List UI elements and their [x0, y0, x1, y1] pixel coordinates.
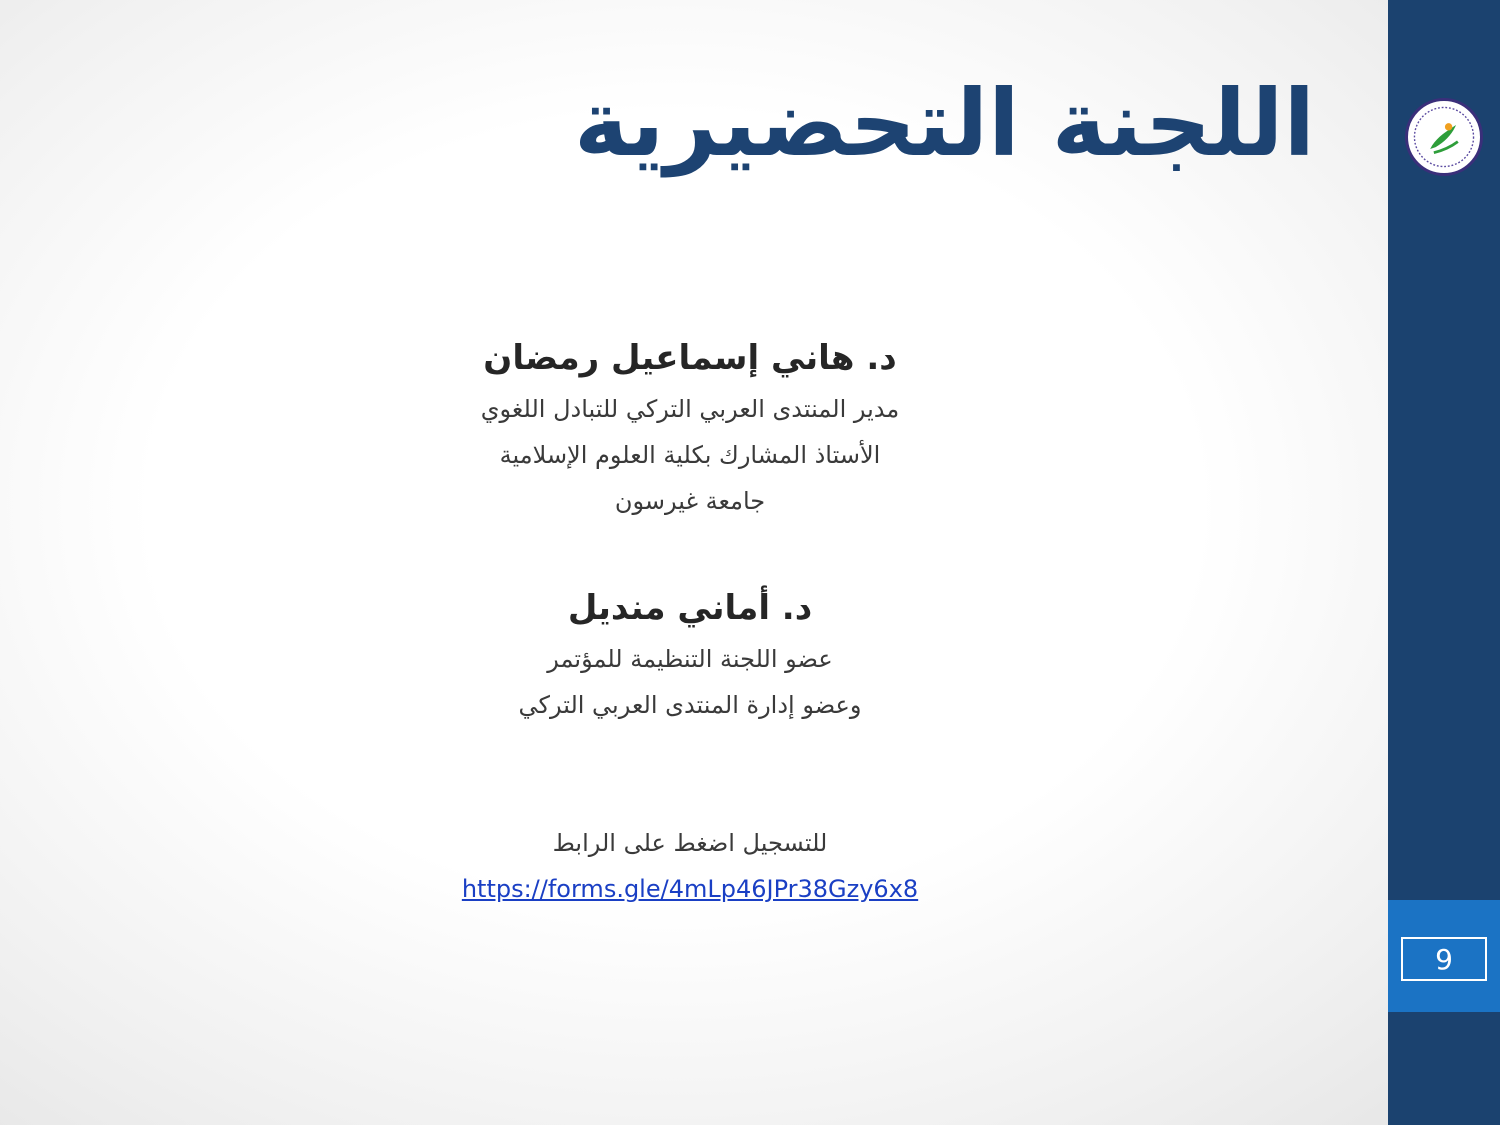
forum-logo-icon	[1405, 98, 1483, 176]
member-1-line: جامعة غيرسون	[614, 487, 766, 515]
member-1-line: مدير المنتدى العربي التركي للتبادل اللغوي	[480, 395, 900, 423]
member-1-line: الأستاذ المشارك بكلية العلوم الإسلامية	[499, 441, 881, 469]
member-2-line: عضو اللجنة التنظيمة للمؤتمر	[547, 645, 833, 673]
registration-prompt: للتسجيل اضغط على الرابط	[552, 829, 828, 857]
slide-content	[380, 330, 1000, 912]
slide-title: اللجنة التحضيرية	[573, 70, 1315, 177]
registration-link[interactable]: https://forms.gle/4mLp46JPr38Gzy6x8	[461, 875, 919, 903]
member-1-name: د. هاني إسماعيل رمضان	[483, 338, 897, 378]
member-2-line: وعضو إدارة المنتدى العربي التركي	[518, 691, 862, 719]
page-number: 9	[1401, 937, 1487, 981]
member-2-name: د. أماني منديل	[567, 588, 813, 628]
